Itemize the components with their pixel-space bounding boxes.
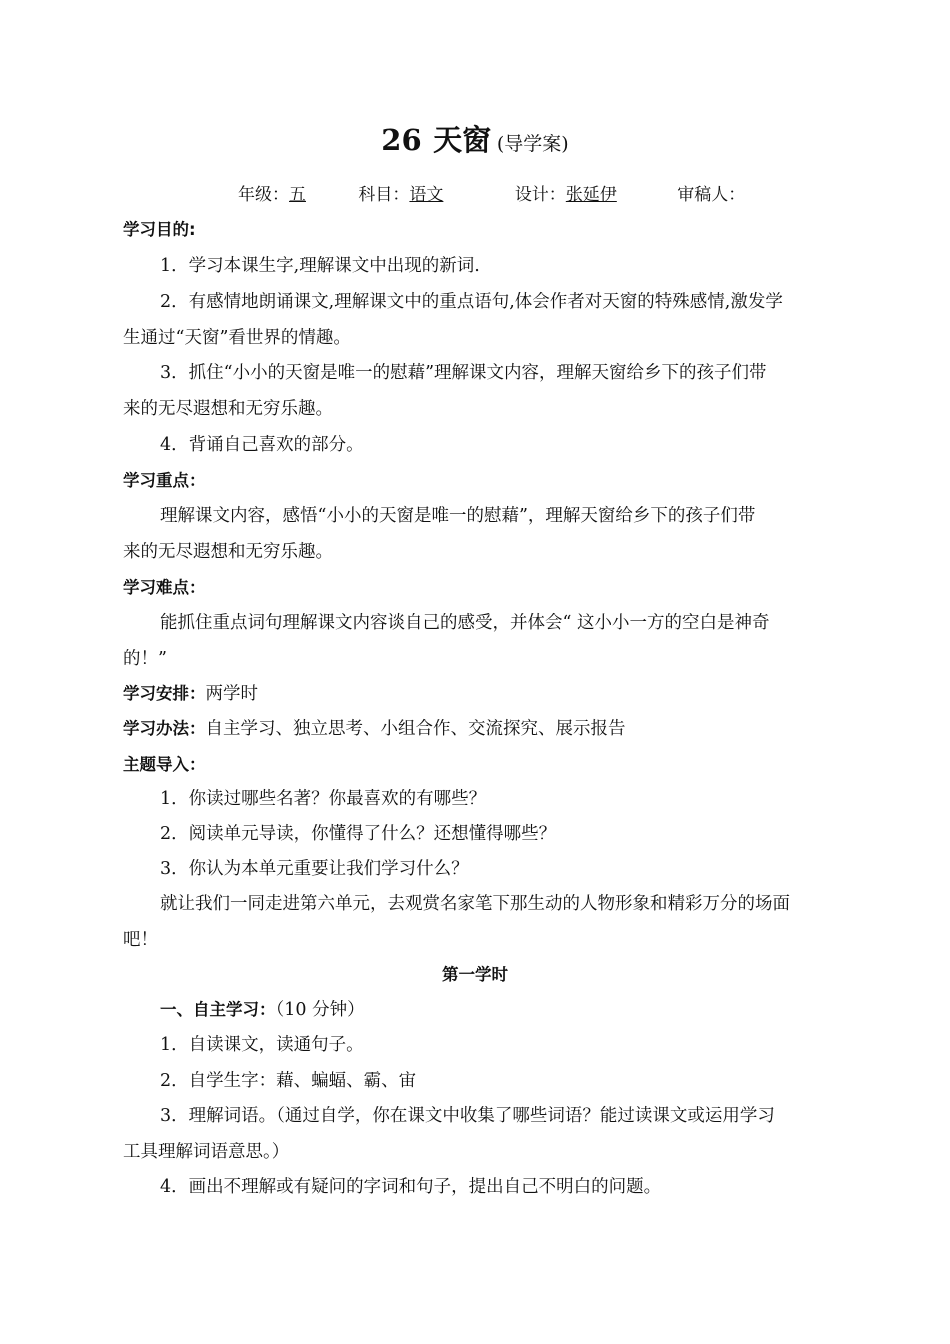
intro-item: 1．你读过哪些名著？你最喜欢的有哪些？ [160, 789, 487, 809]
part1-heading-row [160, 998, 365, 1022]
method-value: 自主学习、独立思考、小组合作、交流探究、展示报告 [205, 719, 626, 739]
session-item: 3．理解词语。（通过自学，你在课文中收集了哪些词语？能过读课文或运用学习 [160, 1106, 775, 1126]
goal-item: 1．学习本课生字,理解课文中出现的新词. [160, 256, 480, 276]
difficulty-line: 的！” [123, 649, 167, 669]
goal-item: 2．有感情地朗诵课文,理解课文中的重点语句,体会作者对天窗的特殊感情,激发学 [160, 292, 783, 312]
title-number: 26 [381, 123, 422, 157]
session-item: 2．自学生字：藉、蝙蝠、霸、宙 [160, 1071, 417, 1091]
schedule-row [123, 682, 258, 706]
designer-label: 设计： [514, 185, 566, 205]
method-heading: 学习办法： [123, 719, 206, 738]
goals-heading: 学习目的: [123, 220, 196, 239]
session-item: 1．自读课文，读通句子。 [160, 1035, 364, 1055]
meta-row [238, 180, 745, 205]
part1-heading: 一、自主学习： [160, 1000, 276, 1019]
schedule-heading: 学习安排： [123, 684, 206, 703]
grade-label: 年级： [238, 185, 289, 205]
intro-heading: 主题导入： [123, 755, 206, 774]
session-item: 4．画出不理解或有疑问的字词和句子，提出自己不明白的问题。 [160, 1177, 662, 1197]
session-heading: 第一学时 [442, 965, 508, 984]
grade-value: 五 [289, 185, 306, 205]
focus-heading: 学习重点： [123, 471, 206, 490]
intro-item: 2．阅读单元导读，你懂得了什么？还想懂得哪些？ [160, 824, 557, 844]
difficulty-line: 能抓住重点词句理解课文内容谈自己的感受，并体会“ 这小小一方的空白是神奇 [160, 613, 770, 633]
title-subtitle: (导学案) [496, 133, 569, 155]
method-row [123, 717, 626, 741]
page-title [0, 118, 950, 159]
title-name: 天窗 [433, 123, 492, 157]
reviewer-label: 审稿人： [677, 185, 746, 205]
intro-item: 3．你认为本单元重要让我们学习什么？ [160, 859, 469, 879]
focus-line: 来的无尽遐想和无穷乐趣。 [123, 542, 333, 562]
schedule-value: 两学时 [205, 684, 258, 704]
intro-closing: 就让我们一同走进第六单元，去观赏名家笔下那生动的人物形象和精彩万分的场面 [160, 894, 790, 914]
focus-line: 理解课文内容，感悟“小小的天窗是唯一的慰藉”，理解天窗给乡下的孩子们带 [160, 506, 756, 526]
goal-item: 生通过“天窗”看世界的情趣。 [123, 328, 351, 348]
part1-time: （10 分钟） [275, 1000, 365, 1020]
intro-closing: 吧！ [123, 930, 158, 950]
subject-value: 语文 [409, 185, 444, 205]
session-item: 工具理解词语意思。） [123, 1142, 290, 1162]
difficulty-heading: 学习难点： [123, 578, 206, 597]
designer-value: 张延伊 [565, 185, 617, 205]
goal-item: 4．背诵自己喜欢的部分。 [160, 435, 364, 455]
goal-item: 3．抓住“小小的天窗是唯一的慰藉”理解课文内容，理解天窗给乡下的孩子们带 [160, 363, 767, 383]
subject-label: 科目： [358, 185, 410, 205]
goal-item: 来的无尽遐想和无穷乐趣。 [123, 399, 333, 419]
